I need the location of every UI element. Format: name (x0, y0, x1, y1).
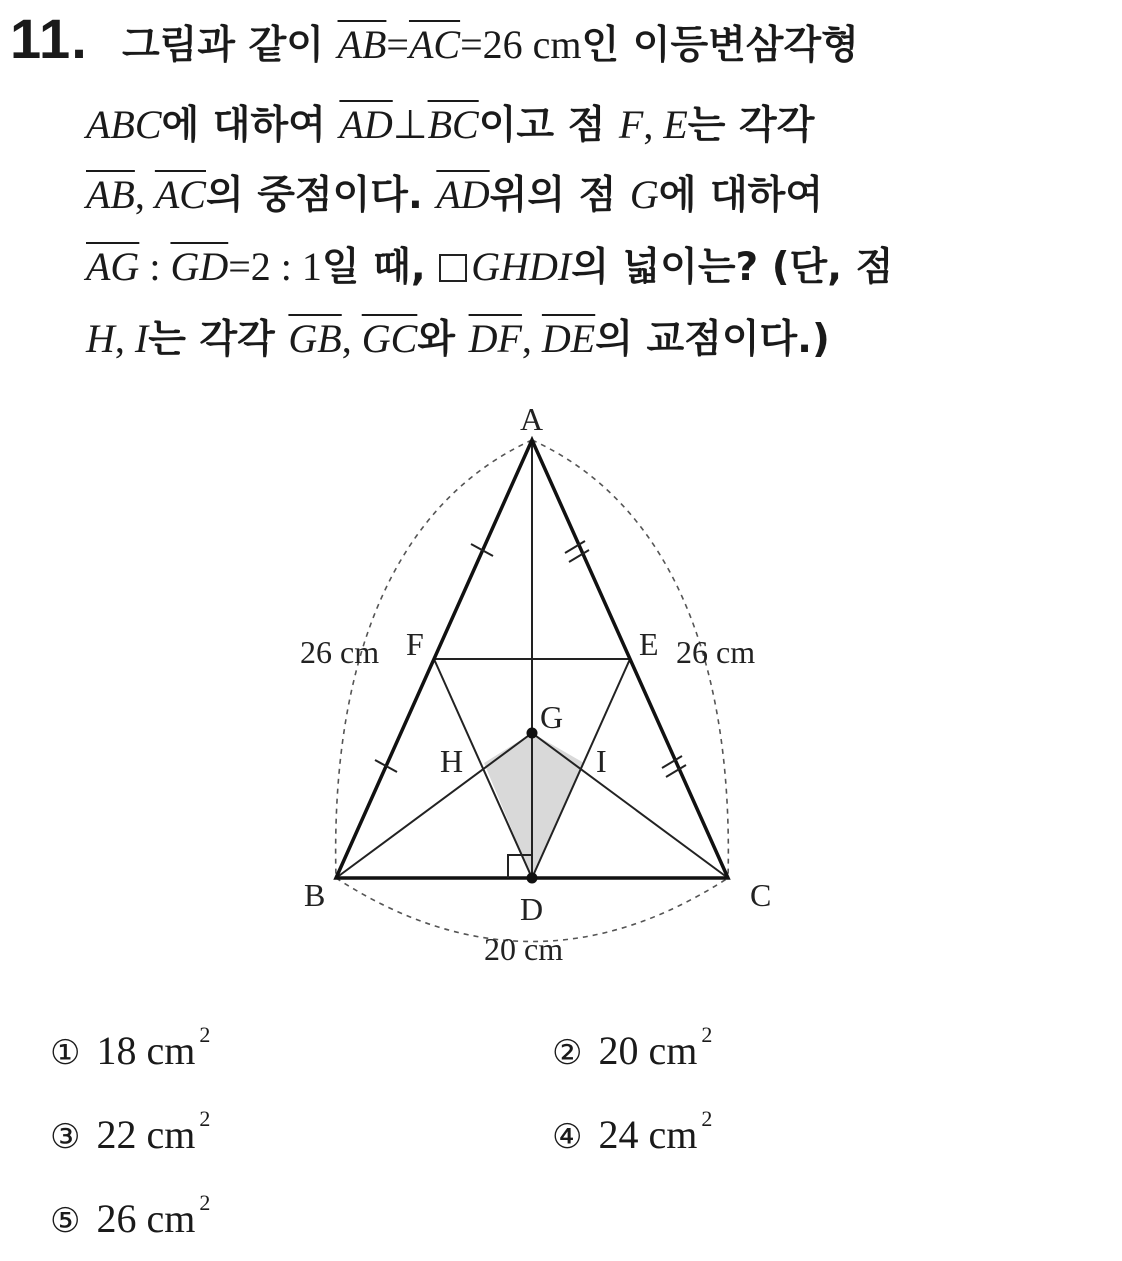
choice-number: ⑤ (50, 1201, 81, 1241)
segment-ab: $\overline{AB}$ (86, 172, 135, 217)
label-i: I (596, 743, 607, 779)
quadrilateral-name: GHDI (471, 244, 572, 289)
label-a: A (520, 401, 544, 437)
segment-gc: $\overline{GC}$ (361, 316, 418, 361)
text: , (114, 316, 135, 361)
choice-3[interactable] (50, 1106, 210, 1158)
label-g: G (540, 699, 564, 735)
segment-de: $\overline{DE}$ (541, 316, 596, 361)
point-g: G (629, 172, 659, 217)
text: : (139, 244, 171, 289)
choice-value: 18 (96, 1028, 137, 1073)
segment-ad: $\overline{AD}$ (436, 172, 490, 217)
text: 인 이등변삼각형 (581, 23, 859, 68)
segment-gb: $\overline{GB}$ (288, 316, 342, 361)
choice-power: 2 (701, 1106, 713, 1131)
text: 그림과 같이 (122, 23, 338, 68)
choice-value: 26 (96, 1196, 137, 1241)
segment-ab: $\overline{AB}$ (337, 22, 387, 67)
choice-number: ③ (50, 1117, 81, 1157)
measure-bottom: 20 cm (484, 931, 564, 967)
point-f: F (618, 102, 644, 147)
label-c: C (750, 877, 772, 913)
segment-gd: $\overline{GD}$ (170, 244, 229, 289)
choice-value: 20 (598, 1028, 639, 1073)
question-number: 11. (10, 7, 88, 70)
choice-number: ① (50, 1033, 81, 1073)
label-e: E (639, 626, 659, 662)
label-h: H (440, 743, 464, 779)
text: , (341, 316, 362, 361)
length-value: =26 cm (460, 22, 582, 67)
choice-power: 2 (199, 1022, 211, 1047)
ratio: =2 : 1 (228, 244, 322, 289)
segment-bc: $\overline{BC}$ (427, 102, 479, 147)
text: 의 넓이는? (단, 점 (571, 245, 894, 290)
text: 에 대하여 (161, 103, 340, 148)
choice-5[interactable] (50, 1190, 210, 1242)
measure-right: 26 cm (676, 634, 756, 670)
label-d: D (520, 891, 544, 927)
choice-unit: cm (146, 1196, 196, 1241)
text: = (386, 22, 409, 67)
choice-unit: cm (648, 1112, 698, 1157)
choice-unit: cm (146, 1112, 196, 1157)
segment-df: $\overline{DF}$ (468, 316, 522, 361)
choice-1[interactable] (50, 1022, 210, 1074)
text: 이고 점 (478, 103, 619, 148)
segment-ag: $\overline{AG}$ (86, 244, 140, 289)
choice-power: 2 (199, 1190, 211, 1215)
text: 위의 점 (489, 173, 630, 218)
text: , (521, 316, 542, 361)
text: 에 대하여 (658, 173, 824, 218)
text: 일 때, (321, 245, 440, 290)
segment-ac: $\overline{AC}$ (154, 172, 206, 217)
text: 는 각각 (687, 103, 815, 148)
text: 는 각각 (148, 317, 289, 362)
choice-number: ④ (552, 1117, 583, 1157)
choice-unit: cm (146, 1028, 196, 1073)
measure-left: 26 cm (300, 634, 380, 670)
point-h: H (86, 316, 115, 361)
choice-4[interactable] (552, 1106, 712, 1158)
point-g-dot (527, 728, 538, 739)
choice-2[interactable] (552, 1022, 712, 1074)
choice-value: 24 (598, 1112, 639, 1157)
point-e: E (663, 102, 688, 147)
point-d-dot (527, 873, 538, 884)
choice-value: 22 (96, 1112, 137, 1157)
text: 의 중점이다. (206, 173, 437, 218)
choice-power: 2 (701, 1022, 713, 1047)
choice-unit: cm (648, 1028, 698, 1073)
text: 의 교점이다.) (595, 317, 830, 362)
segment-ad: $\overline{AD}$ (339, 102, 393, 147)
label-f: F (406, 626, 424, 662)
segment-ac: $\overline{AC}$ (408, 22, 461, 67)
triangle-name: ABC (86, 102, 162, 147)
perp-symbol: ⊥ (392, 102, 428, 147)
text: , (643, 102, 664, 147)
text: , (134, 172, 155, 217)
label-b: B (304, 877, 326, 913)
choice-power: 2 (199, 1106, 211, 1131)
text: 와 (417, 317, 469, 362)
choice-number: ② (552, 1033, 583, 1073)
point-i: I (134, 316, 149, 361)
